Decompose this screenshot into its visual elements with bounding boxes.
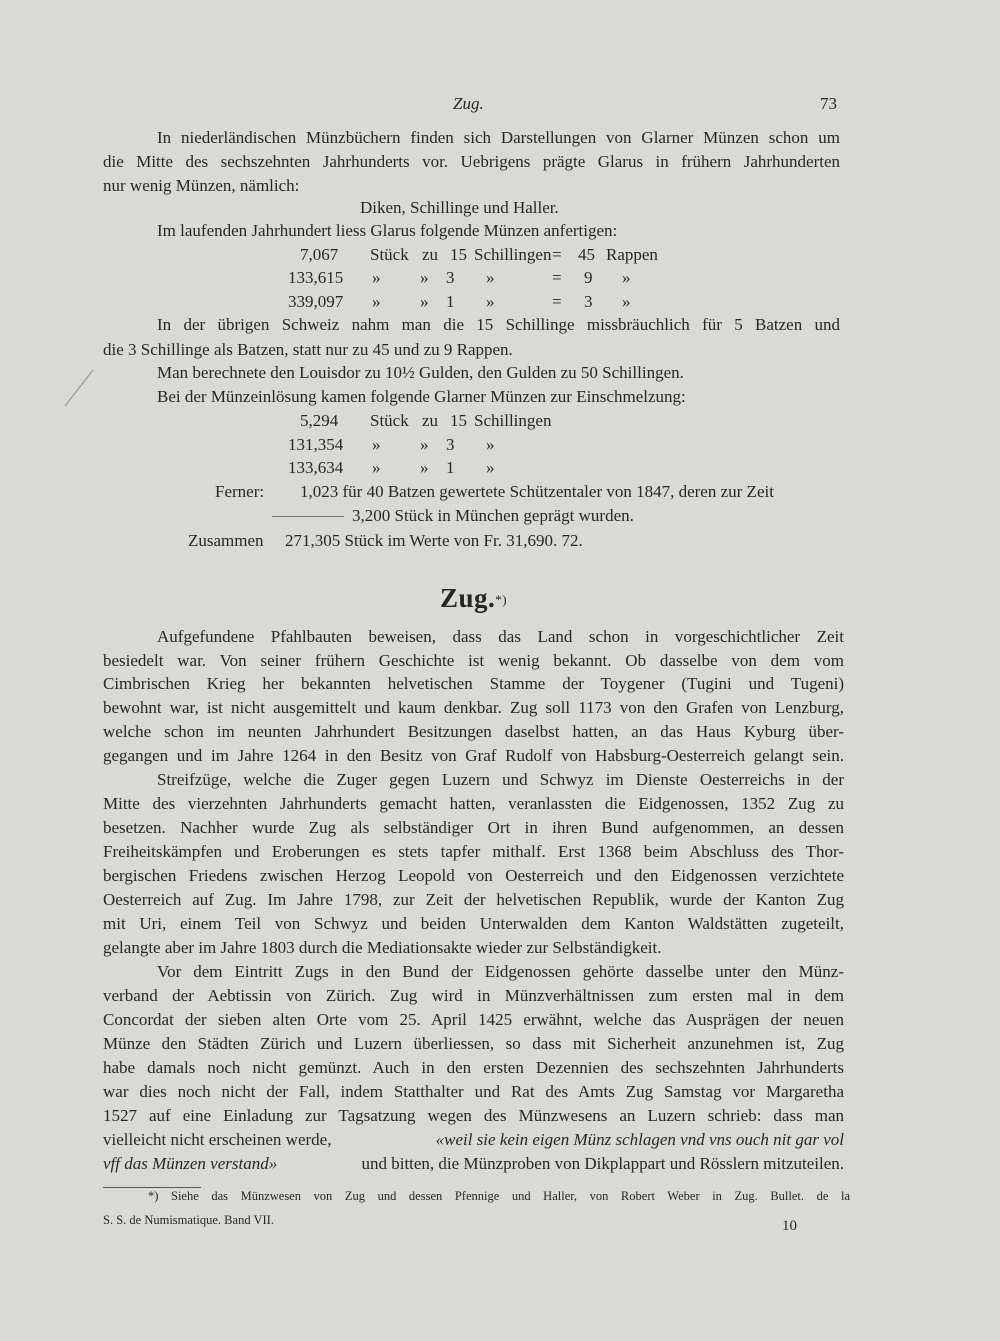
word: Schillingen — [474, 411, 552, 430]
equals: = — [552, 292, 562, 311]
ferner-text: 1,023 für 40 Batzen gewertete Schützentaler von 1847, deren zur Zeit — [300, 482, 774, 501]
quotation-end: vff das Münzen verstand» — [103, 1154, 278, 1173]
zug-p2-line1: Streifzüge, welche die Zuger gegen Luzern und Schwyz im Dienste Oesterreichs in der — [157, 770, 844, 789]
footnote-line2: S. S. de Numismatique. Band VII. — [103, 1213, 274, 1227]
footnote-ref: *) — [495, 592, 508, 607]
heading-text: Zug. — [440, 583, 496, 613]
word: » — [486, 458, 495, 477]
zug-p3-line1: Vor dem Eintritt Zugs in den Bund der Eidgenossen gehörte dasselbe unter den Münz- — [157, 962, 844, 981]
glarus-p1-line1: In niederländischen Münzbüchern finden sich Darstellungen von Glarner Münzen schon um — [157, 128, 840, 147]
zug-p1-line2: besiedelt war. Von seiner frühern Geschichte ist wenig bekannt. Ob dasselbe von dem vom — [103, 651, 844, 670]
unit: » — [372, 458, 381, 477]
zusammen-label: Zusammen — [188, 531, 264, 550]
text-segment: vielleicht nicht erscheinen werde, — [103, 1130, 332, 1149]
zug-p3-line5: habe damals noch nicht gemünzt. Auch in den ersten Dezennien des sechszehnten Jahrhunderts — [103, 1058, 844, 1077]
result-unit: Rappen — [606, 245, 658, 264]
result-unit: » — [622, 268, 631, 287]
result-unit: » — [622, 292, 631, 311]
equals: = — [552, 245, 562, 264]
zug-p2-line3: besetzen. Nachher wurde Zug als selbständiger Ort in ihren Bund aufgenommen, an dessen — [103, 818, 844, 837]
value: 1 — [446, 292, 455, 311]
count: 7,067 — [300, 245, 339, 264]
equals: = — [552, 268, 562, 287]
result: 9 — [584, 268, 593, 287]
zug-p1-line4: bewohnt war, ist nicht ausgemittelt und kaum denkbar. Zug soll 1173 von den Grafen von Lenzburg, — [103, 698, 844, 717]
value: 3 — [446, 435, 455, 454]
zug-p3-line2: verband der Aebtissin von Zürich. Zug wird in Münzverhältnissen zum ersten mal in dem — [103, 986, 844, 1005]
zug-p1-line5: welche schon im neunten Jahrhundert Besitzungen daselbst hatten, an das Haus Kyburg über- — [103, 722, 844, 741]
unit: Stück — [370, 245, 409, 264]
zu: » — [420, 268, 429, 287]
zu: » — [420, 292, 429, 311]
count: 133,615 — [288, 268, 344, 287]
zug-p1-line1: Aufgefundene Pfahlbauten beweisen, dass das Land schon in vorgeschichtlicher Zeit — [157, 627, 844, 646]
word: » — [486, 292, 495, 311]
zug-p3-line3: Concordat der sieben alten Orte vom 25. April 1425 erwähnt, welche das Ausprägen der neuen — [103, 1010, 844, 1029]
unit: » — [372, 292, 381, 311]
zug-p3-line9 — [103, 1153, 844, 1175]
count: 131,354 — [288, 435, 344, 454]
value: 15 — [450, 245, 467, 264]
ferner-text-2: 3,200 Stück in München geprägt wurden. — [352, 506, 634, 525]
running-header: Zug. — [453, 94, 484, 113]
coins-list: Diken, Schillinge und Haller. — [360, 198, 559, 217]
zu: » — [420, 435, 429, 454]
zug-p3-line6: war dies noch nicht der Fall, indem Statthalter und Rat des Amts Zug Samstag vor Margaretha — [103, 1082, 844, 1101]
glarus-p1-line3: nur wenig Münzen, nämlich: — [103, 176, 300, 195]
zug-p2-line5: bergischen Friedens zwischen Herzog Leopold von Oesterreich und den Eidgenossen verzichtete — [103, 866, 844, 885]
dash-rule — [272, 516, 344, 517]
zu: zu — [422, 245, 439, 264]
ferner-label: Ferner: — [215, 482, 265, 501]
text-segment: und bitten, die Münzproben von Dikplappart und Rösslern mitzuteilen. — [361, 1154, 844, 1173]
glarus-p4: Man berechnete den Louisdor zu 10½ Gulden, den Gulden zu 50 Schillingen. — [157, 363, 684, 382]
unit: » — [372, 435, 381, 454]
word: Schillingen — [474, 245, 552, 264]
glarus-p3-line2: die 3 Schillinge als Batzen, statt nur zu 45 und zu 9 Rappen. — [103, 340, 513, 359]
zug-p2-line6: Oesterreich auf Zug. Im Jahre 1798, zur Zeit der helvetischen Republik, wurde der Kanton Zug — [103, 890, 844, 909]
word: » — [486, 435, 495, 454]
zug-p3-line7: 1527 auf eine Einladung zur Tagsatzung wegen des Münzwesens an Luzern schrieb: dass man — [103, 1106, 844, 1125]
footnote-line1: *) Siehe das Münzwesen von Zug und dessen Pfennige und Haller, von Robert Weber in Zug. Bullet. de la — [148, 1189, 850, 1203]
count: 5,294 — [300, 411, 339, 430]
signature-mark: 10 — [782, 1218, 797, 1234]
zug-p2-line2: Mitte des vierzehnten Jahrhunderts gemacht hatten, veranlassten die Eidgenossen, 1352 Zug zu — [103, 794, 844, 813]
zusammen-text: 271,305 Stück im Werte von Fr. 31,690. 72. — [285, 531, 583, 550]
result: 45 — [578, 245, 595, 264]
unit: Stück — [370, 411, 409, 430]
count: 339,097 — [288, 292, 344, 311]
zug-p1-line3: Cimbrischen Krieg her bekannten helvetischen Stamme der Toygener (Tugini und Tugeni) — [103, 674, 844, 693]
page-number: 73 — [820, 94, 837, 113]
glarus-p2: Im laufenden Jahrhundert liess Glarus folgende Münzen anfertigen: — [157, 221, 618, 240]
zu: zu — [422, 411, 439, 430]
unit: » — [372, 268, 381, 287]
zu: » — [420, 458, 429, 477]
margin-pencil-mark — [62, 368, 96, 408]
value: 15 — [450, 411, 467, 430]
zug-p2-line7: mit Uri, einem Teil von Schwyz und beiden Unterwalden dem Kanton Waldstätten zugeteilt, — [103, 914, 844, 933]
value: 3 — [446, 268, 455, 287]
zug-p2-line8: gelangte aber im Jahre 1803 durch die Mediationsakte wieder zur Selbständigkeit. — [103, 938, 662, 957]
glarus-p3-line1: In der übrigen Schweiz nahm man die 15 Schillinge missbräuchlich für 5 Batzen und — [157, 315, 840, 334]
quotation: «weil sie kein eigen Münz schlagen vnd vns ouch nit gar vol — [435, 1130, 844, 1149]
count: 133,634 — [288, 458, 344, 477]
zug-p2-line4: Freiheitskämpfen und Eroberungen es stets tapfer mithalf. Erst 1368 beim Abschluss des Thor- — [103, 842, 844, 861]
result: 3 — [584, 292, 593, 311]
glarus-p1-line2: die Mitte des sechszehnten Jahrhunderts vor. Uebrigens prägte Glarus in frühern Jahrhunderten — [103, 152, 840, 171]
glarus-p5: Bei der Münzeinlösung kamen folgende Glarner Münzen zur Einschmelzung: — [157, 387, 686, 406]
section-heading — [440, 583, 507, 613]
zug-p1-line6: gegangen und im Jahre 1264 in den Besitz von Graf Rudolf von Habsburg-Oesterreich gelangt sein. — [103, 746, 844, 765]
zug-p3-line8 — [103, 1129, 844, 1151]
zug-p3-line4: Münze den Städten Zürich und Luzern überliessen, so dass mit Sicherheit anzunehmen ist, Zug — [103, 1034, 844, 1053]
word: » — [486, 268, 495, 287]
value: 1 — [446, 458, 455, 477]
